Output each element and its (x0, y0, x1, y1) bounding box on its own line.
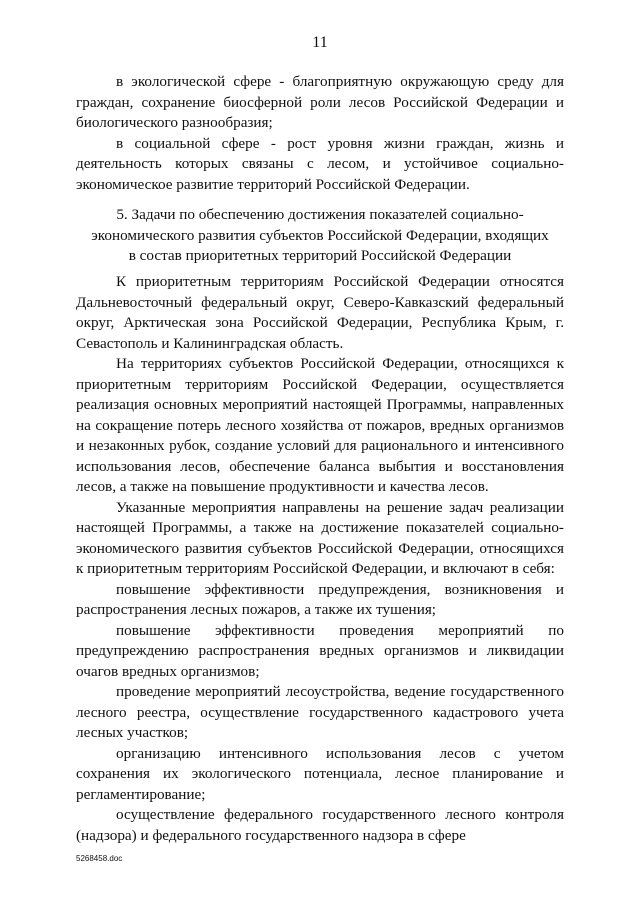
list-item: организацию интенсивного использования лесов с учетом сохранения их экологического потенциала, лесное планирование и регламентирование; (76, 744, 564, 803)
intro-text-block (76, 72, 564, 195)
paragraph: в экологической сфере - благоприятную окружающую среду для граждан, сохранение биосферной роли лесов Российской Федерации и биологического разнообразия; (76, 73, 564, 131)
list-item: проведение мероприятий лесоустройства, ведение государственного лесного реестра, осуществление государственного кадастрового учета лесных участков; (76, 683, 564, 741)
paragraph: К приоритетным территориям Российской Федерации относятся Дальневосточный федеральный округ, Северо-Кавказский федеральный округ, Арктическая зона Российской Федерации, Республика Крым, г. Севастополь и Калининградская область. (76, 273, 564, 352)
section-heading-line: экономического развития субъектов Российской Федерации, входящих (91, 226, 549, 244)
section-heading (76, 205, 564, 267)
list-item: повышение эффективности проведения мероприятий по предупреждению распространения вредных организмов и ликвидации очагов вредных организмов; (76, 621, 564, 680)
paragraph: На территориях субъектов Российской Федерации, относящихся к приоритетным территориям Российской Федерации, осуществляется реализация основных мероприятий настоящей Программы, направленных на сокращение потерь лесного хозяйства от пожаров, вредных организмов и незаконных рубок, создание условий для рационального и интенсивного использования лесов, обеспечение баланса выбытия и восстановления лесов, а также на повышение продуктивности и качества лесов. (76, 355, 564, 495)
footer-doc-code: 5268458.doc (76, 854, 123, 863)
section-heading-line: в состав приоритетных территорий Российской Федерации (128, 247, 512, 264)
list-item: повышение эффективности предупреждения, возникновения и распространения лесных пожаров, а также их тушения; (76, 580, 564, 618)
paragraph: в социальной сфере - рост уровня жизни граждан, жизнь и деятельность которых связаны с лесом, и устойчивое социально-экономическое развитие территорий Российской Федерации. (76, 134, 564, 193)
list-item: осуществление федерального государственного лесного контроля (надзора) и федерального государственного надзора в сфере (76, 806, 564, 844)
page-number: 11 (312, 34, 328, 51)
section-body (76, 272, 564, 846)
paragraph: Указанные мероприятия направлены на решение задач реализации настоящей Программы, а также на достижение показателей социально-экономического развития субъектов Российской Федерации, относящихся к приоритетным территориям Российской Федерации, и включают в себя: (76, 498, 564, 577)
section-heading-line: 5. Задачи по обеспечению достижения показателей социально- (116, 206, 524, 223)
